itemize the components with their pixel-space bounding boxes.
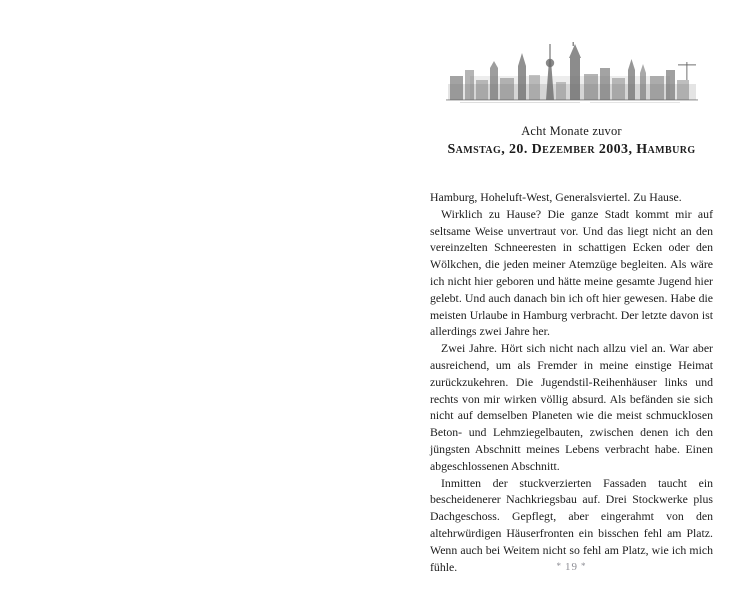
footer-ornament: * — [581, 561, 587, 571]
body-paragraph: Hamburg, Hoheluft-West, Generalsviertel. Zu Hause. — [430, 190, 682, 204]
section-kicker: Acht Monate zuvor — [521, 124, 622, 138]
page-number: 19 — [565, 561, 578, 573]
footer-ornament: * — [556, 561, 562, 571]
body-paragraph: Wirklich zu Hause? Die ganze Stadt kommt mir auf seltsame Weise unvertraut vor. Und das liegt nicht an den vereinzelten Schneeresten in schattigen Ecken oder den Wölkchen, die jeden meiner Atemzüge begleiten. Als wäre ich nicht hier geboren und hätte meine gesamte Jugend hier gelebt. Und auch danach bin ich oft hier gewesen. Habe die meisten Urlaube in Hamburg verbracht. Der letzte davon ist allerdings zwei Jahre her. — [430, 206, 713, 339]
body-text — [430, 189, 713, 575]
right-book-page — [430, 40, 713, 575]
body-paragraph: Zwei Jahre. Hört sich nicht nach allzu viel an. War aber ausreichend, um als Fremder in meine einstige Heimat zurückzukehren. Die Jugendstil-Reihenhäuser links und rechts von mir wirken völlig absurd. Als befänden sie sich nicht auf demselben Planeten wie die meist schmucklosen Beton- und Lehmziegelbauten, zwischen denen ich den jüngsten Abschnitt meines Lebens verbracht habe. Einen abgeschlossenen Abschnitt. — [430, 341, 713, 473]
body-paragraph: Inmitten der stuckverzierten Fassaden taucht ein bescheidenerer Nachkriegsbau auf. Drei Stockwerke plus Dachgeschoss. Gepflegt, aber eingerahmt von den altehrwürdigen Häuserfronten ein bisschen fehl am Platz. Wenn auch bei Weitem nicht so fehl am Platz, wie ich mich fühle. — [430, 475, 713, 574]
hamburg-skyline-icon — [440, 40, 704, 110]
chapter-heading: Samstag, 20. Dezember 2003, Hamburg — [447, 142, 696, 157]
page-footer — [430, 561, 713, 573]
chapter-illustration — [430, 40, 713, 112]
